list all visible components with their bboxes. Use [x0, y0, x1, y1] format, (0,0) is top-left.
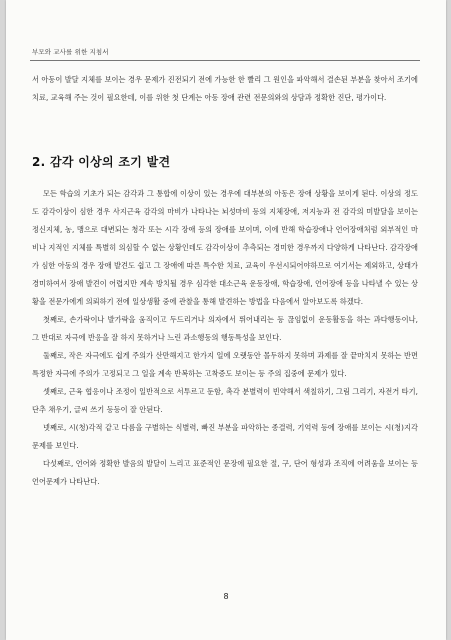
- intro-text: 서 아동이 발달 지체를 보이는 경우 문제가 진전되기 전에 가능한 한 빨리 그 원인을 파악해서 결손된 부분을 찾아서 조기에 치료, 교육해 주는 것이 필요한데, 이를 위한 첫 단계는 아동 장애 관련 전문의와의 상담과 정확한 진단, 평가이다.: [32, 75, 418, 102]
- page-number: 8: [223, 592, 229, 601]
- body-paragraph: 넷째로, 시(청)각적 같고 다름을 구별하는 식별력, 빠진 부분을 파악하는 종결력, 기억력 등에 장애를 보이는 시(청)지각 문제를 보인다.: [32, 423, 418, 450]
- document-page: [6, 0, 446, 640]
- body-paragraph: 둘째로, 작은 자극에도 쉽게 주의가 산만해지고 한가지 일에 오랫동안 몰두하지 못하며 과제를 잘 끝마치지 못하는 반면 특정한 자극에 주의가 고정되고 그 일을 계속 반복하는 고착증도 보이는 등 주의 집중에 문제가 있다.: [32, 351, 418, 378]
- running-header: 부모와 교사를 위한 지침서: [32, 48, 109, 56]
- body-paragraph: 첫째로, 손가락이나 발가락을 움직이고 두드리거나 의자에서 뛰어내리는 등 끊임없이 운동활동을 하는 과다행동이나, 그 반대로 자극에 반응을 잘 하지 못하거나 느린 과소행동의 행동특성을 보인다.: [32, 315, 418, 342]
- section-heading: 2. 감각 이상의 조기 발견: [32, 155, 171, 169]
- body-paragraph: 다섯째로, 언어와 정확한 발음의 발달이 느리고 표준적인 문장에 필요한 절, 구, 단어 형성과 조직에 어려움을 보이는 등 언어문제가 나타난다.: [32, 459, 418, 486]
- header-divider: [30, 60, 420, 61]
- intro-paragraph: [32, 71, 418, 107]
- body-paragraph: 셋째로, 근육 협응이나 조정이 일반적으로 서투르고 둔함, 촉각 분별력이 빈약해서 색칠하기, 그림 그리기, 자전거 타기, 단추 채우기, 글씨 쓰기 등등이 잘 안된다.: [32, 387, 418, 414]
- body-paragraph: 모든 학습의 기초가 되는 감각과 그 통합에 이상이 있는 경우에 대부분의 아동은 장애 상황을 보이게 된다. 이상의 정도도 감각이상이 심한 경우 사지근육 감각의 마비가 나타나는 뇌성마비 등의 지체장애, 저지능과 전 감각의 미발달을 보이는 정신지체, 농, 맹으로 대변되는 청각 또는 시각 장애 등의 장애를 보이며, 이에 반해 학습장애나 언어장애처럼 외부적인 마비나 지적인 지체를 특별히 의심할 수 없는 상황인데도 감각이상이 추측되는 경미한 경우까지 다양하게 나타난다. 감각장애가 심한 아동의 경우 장애 발견도 쉽고 그 장애에 따른 특수한 치료, 교육이 우선시되어야하므로 여기서는 제외하고, 상태가 경미하여서 장애 발견이 어렵지만 계속 방치될 경우 심각한 대소근육 운동장애, 학습장애, 언어장애 등을 나타낼 수 있는 상황을 전문가에게 의뢰하기 전에 일상생활 중에 관찰을 통해 발견하는 방법을 다음에서 알아보도록 하겠다.: [32, 189, 418, 306]
- section-body: [32, 185, 418, 491]
